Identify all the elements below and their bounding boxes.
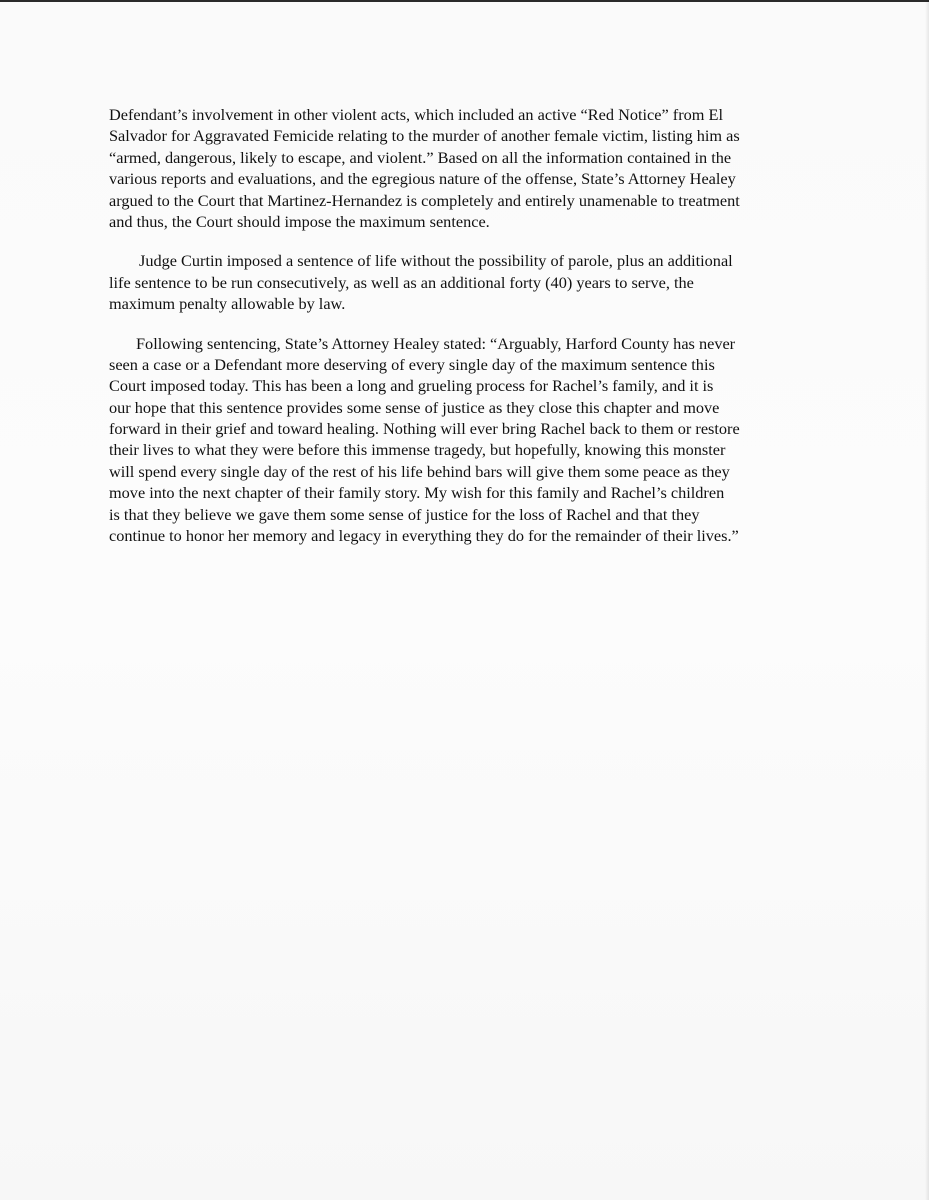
text-line: and thus, the Court should impose the maximum sentence. xyxy=(109,211,490,231)
text-line: seen a case or a Defendant more deserving of every single day of the maximum sentence this xyxy=(109,354,715,374)
paragraph-sentence-imposed xyxy=(109,250,829,314)
text-line: argued to the Court that Martinez-Hernandez is completely and entirely unamenable to treatment xyxy=(109,190,740,210)
page-edge-shadow xyxy=(925,0,929,1200)
text-line: will spend every single day of the rest of his life behind bars will give them some peace as they xyxy=(109,461,730,481)
paragraph-statement-quote xyxy=(109,333,829,547)
text-line: maximum penalty allowable by law. xyxy=(109,294,346,314)
text-line: Judge Curtin imposed a sentence of life without the possibility of parole, plus an additional xyxy=(139,251,733,271)
text-line: is that they believe we gave them some sense of justice for the loss of Rachel and that they xyxy=(109,504,700,524)
text-line: Court imposed today. This has been a long and grueling process for Rachel’s family, and it is xyxy=(109,376,714,396)
text-line: “armed, dangerous, likely to escape, and violent.” Based on all the information contained in the xyxy=(109,147,732,167)
text-line: forward in their grief and toward healing. Nothing will ever bring Rachel back to them or restore xyxy=(109,419,740,439)
top-edge-rule xyxy=(0,0,929,2)
paragraph-defendant-involvement xyxy=(109,104,829,232)
text-line: our hope that this sentence provides some sense of justice as they close this chapter and move xyxy=(109,397,720,417)
text-line: Defendant’s involvement in other violent acts, which included an active “Red Notice” from El xyxy=(109,105,723,124)
text-line: continue to honor her memory and legacy in everything they do for the remainder of their lives.” xyxy=(109,526,739,546)
text-line: life sentence to be run consecutively, as well as an additional forty (40) years to serve, the xyxy=(109,272,694,292)
text-line: Salvador for Aggravated Femicide relating to the murder of another female victim, listing him as xyxy=(109,126,740,146)
text-line: various reports and evaluations, and the egregious nature of the offense, State’s Attorney Healey xyxy=(109,169,736,189)
text-line: their lives to what they were before this immense tragedy, but hopefully, knowing this monster xyxy=(109,440,726,460)
document-body xyxy=(109,104,829,564)
text-line: Following sentencing, State’s Attorney Healey stated: “Arguably, Harford County has never xyxy=(136,333,736,353)
text-line: move into the next chapter of their family story. My wish for this family and Rachel’s children xyxy=(109,483,725,503)
